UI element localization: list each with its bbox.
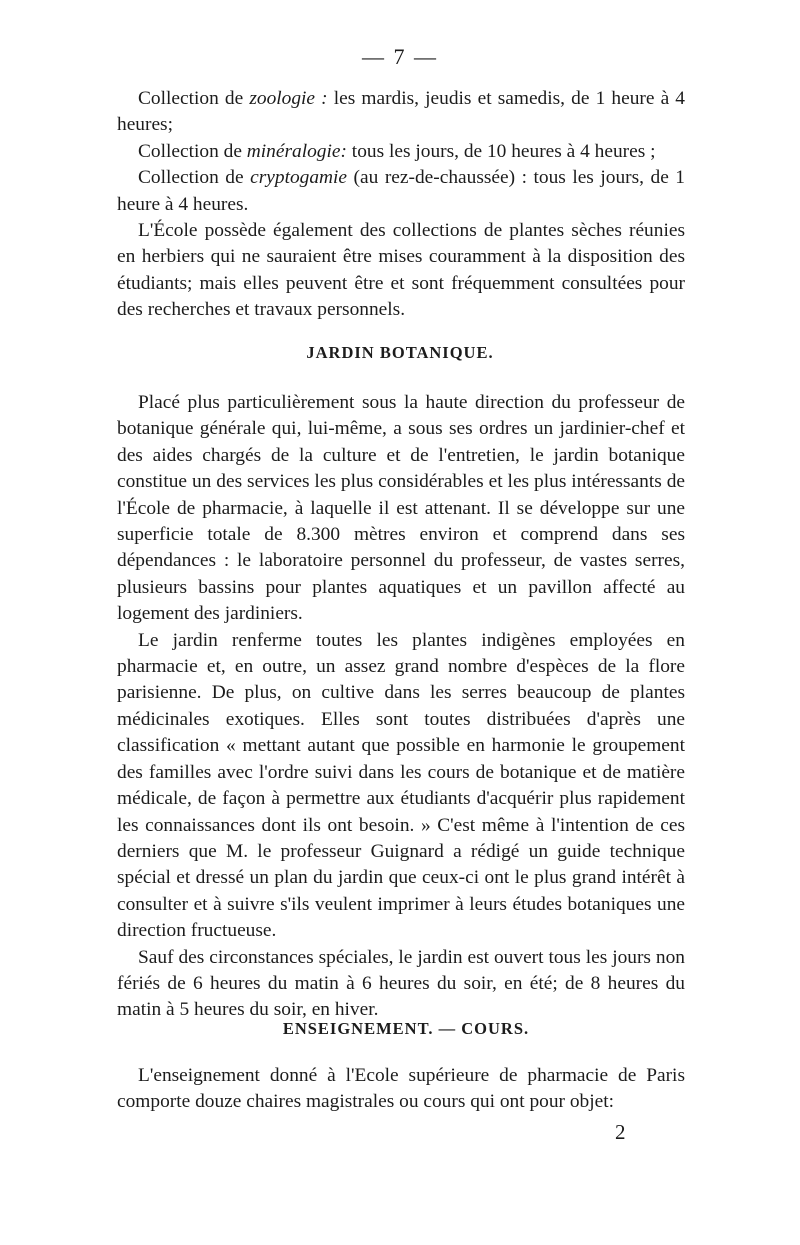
enseignement-heading: ENSEIGNEMENT. — COURS.	[282, 1019, 530, 1038]
collection-cryptogamie-prefix: Collection de	[138, 167, 251, 189]
collection-cryptogamie	[117, 165, 685, 218]
jardin-paragraph-2: Le jardin renferme toutes les plantes indigènes employées en pharmacie et, en outre, un assez grand nombre d'espèces de la flore parisienne. De plus, on cultive dans les serres beaucoup de plantes médicinales exotiques. Elles sont toutes distribuées d'après une classification « mettant autant que possible en harmonie le groupement des familles avec l'ordre suivi dans les cours de botanique et de matière médicale, de façon à permettre aux étudiants d'acquérir plus rapidement les connaissances dont ils ont besoin. » C'est même à l'intention de ces derniers que M. le professeur Guignard a rédigé un guide technique spécial et dressé un plan du jardin que ceux-ci ont le plus grand intérêt à consulter et à suivre s'ils veulent imprimer à leurs études botaniques une direction fructueuse.	[117, 629, 685, 942]
collection-mineralogie-subject: minéralogie:	[246, 140, 347, 162]
collection-cryptogamie-subject: cryptogamie	[250, 167, 348, 189]
collection-zoologie-text: les mardis, jeudis et samedis, de 1 heure à 4 heures;	[117, 88, 685, 136]
jardin-heading: JARDIN BOTANIQUE.	[306, 343, 494, 362]
page-number: — 7 —	[362, 44, 438, 69]
collection-zoologie	[117, 86, 685, 139]
herbiers-paragraph: L'École possède également des collections de plantes sèches réunies en herbiers qui ne sauraient être mises couramment à la disposition des étudiants; mais elles peuvent être et sont fréquemment consultées pour des recherches et travaux personnels.	[117, 220, 685, 321]
collections-section	[117, 86, 685, 324]
jardin-section	[117, 390, 685, 1024]
enseignement-paragraph: L'enseignement donné à l'Ecole supérieure de pharmacie de Paris comporte douze chaires magistrales ou cours qui ont pour objet:	[117, 1065, 685, 1113]
enseignement-section	[117, 1063, 685, 1116]
jardin-paragraph-3: Sauf des circonstances spéciales, le jardin est ouvert tous les jours non fériés de 6 heures du matin à 6 heures du soir, en été; de 8 heures du matin à 5 heures du soir, en hiver.	[117, 946, 685, 1021]
collection-mineralogie	[117, 139, 685, 165]
jardin-paragraph-1: Placé plus particulièrement sous la haute direction du professeur de botanique générale qui, lui-même, a sous ses ordres un jardinier-chef et des aides chargés de la culture et de l'entretien, le jardin botanique constitue un des services les plus considérables et les plus intéressants de l'École de pharmacie, à laquelle il est attenant. Il se développe sur une superficie totale de 8.300 mètres environ et comprend dans ses dépendances : le laboratoire personnel du professeur, de vastes serres, plusieurs bassins pour plantes aquatiques et un pavillon affecté au logement des jardiniers.	[117, 392, 685, 625]
collection-zoologie-prefix: Collection de	[138, 88, 250, 109]
collection-cryptogamie-text: (au rez-de-chaussée) : tous les jours, de 1 heure à 4 heures.	[117, 167, 686, 215]
collection-mineralogie-prefix: Collection de	[138, 140, 247, 162]
signature-mark: 2	[615, 1120, 626, 1144]
collection-zoologie-subject: zoologie :	[249, 88, 328, 109]
collection-mineralogie-text: tous les jours, de 10 heures à 4 heures ;	[346, 140, 656, 162]
